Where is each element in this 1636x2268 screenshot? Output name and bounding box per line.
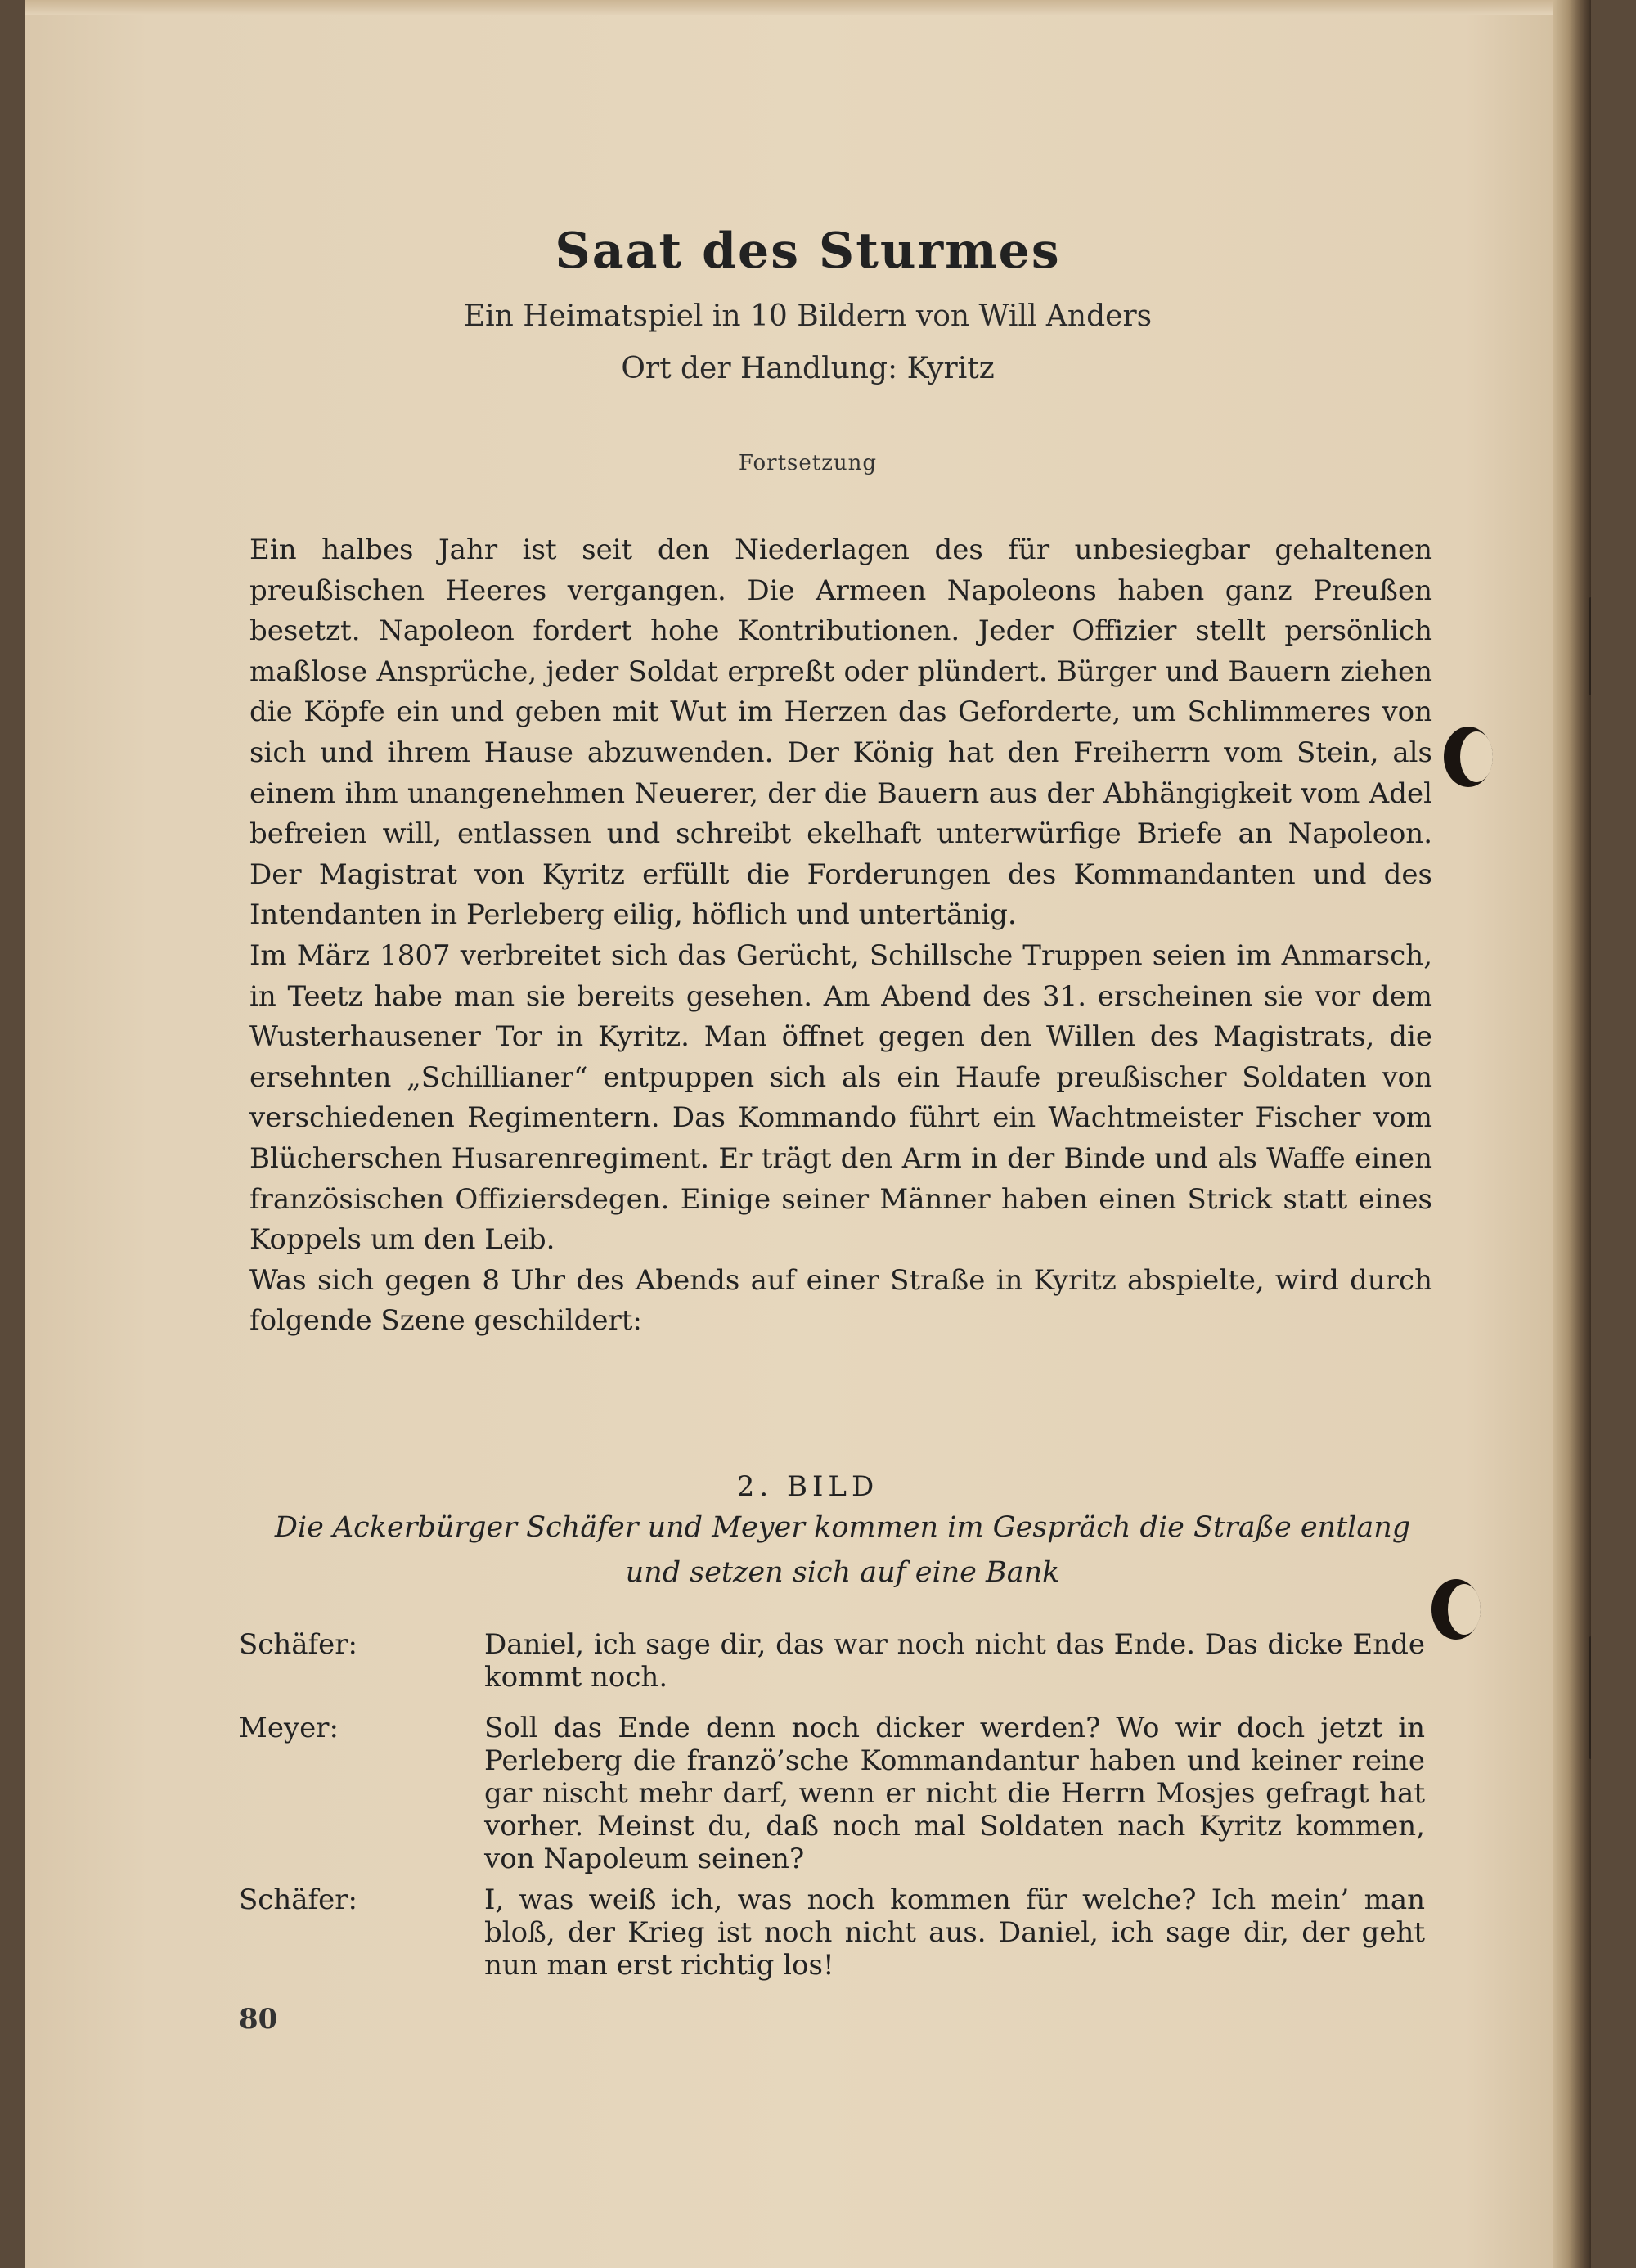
dialogue-line: Soll das Ende denn noch dicker werden? Wo wir doch jetzt in Perleberg die franzö’sche Kommandantur haben und keiner reine gar nischt mehr darf, wenn er nicht die Herrn Mosjes gefragt hat vorher. Meinst du, daß noch mal Soldaten nach Kyritz kommen, von Napoleum seinen? [484,1712,1425,1875]
intro-paragraph: Im März 1807 verbreitet sich das Gerücht, Schillsche Truppen seien im Anmarsch, in Teetz habe man sie bereits gesehen. Am Abend des 31. erscheinen sie vor dem Wusterhausener Tor in Kyritz. Man öffnet gegen den Willen des Magistrats, die ersehnten „Schillianer“ entpuppen sich als ein Haufe preußischer Soldaten von verschiedenen Regimentern. Das Kommando führt ein Wachtmeister Fischer vom Blücherschen Husarenregiment. Er trägt den Arm in der Binde und als Waffe einen französischen Offiziersdegen. Einige seiner Männer haben einen Strick statt eines Koppels um den Leib. [249,938,1432,1257]
page-number: 80 [239,2003,278,2036]
binding-edge [1553,0,1591,2268]
intro-paragraph: Ein halbes Jahr ist seit den Niederlagen des für unbesiegbar gehaltenen preußischen Heeres vergangen. Die Armeen Napoleons haben ganz Preußen besetzt. Napoleon fordert hohe Kontributionen. Jeder Offizier stellt persönlich maßlose Ansprüche, jeder Soldat erpreßt oder plündert. Bürger und Bauern ziehen die Köpfe ein und geben mit Wut im Herzen das Geforderte, um Schlimmeres von sich und ihrem Hause abzuwenden. Der König hat den Freiherrn vom Stein, als einem ihm unangenehmen Neuerer, der die Bauern aus der Abhängigkeit vom Adel befreien will, entlassen und schreibt ekelhaft unterwürfige Briefe an Napoleon. Der Magistrat von Kyritz erfüllt die Forderungen des Kommandanten und des Intendanten in Perleberg eilig, höflich und untertänig. [249,533,1432,932]
scene-heading: 2. BILD [736,1470,879,1503]
setting-line: Ort der Handlung: Kyritz [621,352,995,385]
dialogue-line: Daniel, ich sage dir, das war noch nicht das Ende. Das dicke Ende kommt noch. [484,1628,1425,1694]
intro-paragraph: Was sich gegen 8 Uhr des Abends auf einer Straße in Kyritz abspielte, wird durch folgende Szene geschildert: [249,1263,1432,1338]
book-page [25,0,1591,2268]
speaker-name: Meyer: [239,1712,339,1744]
dialogue-line: I, was weiß ich, was noch kommen für welche? Ich mein’ man bloß, der Krieg ist noch nicht aus. Daniel, ich sage dir, der geht nun man erst richtig los! [484,1883,1425,1982]
punch-hole [1432,1579,1481,1640]
continuation-label: Fortsetzung [738,451,878,475]
punch-hole [1444,727,1493,787]
play-subtitle: Ein Heimatspiel in 10 Bildern von Will Anders [463,299,1153,333]
binding-clip [1589,1636,1591,1759]
intro-text [249,530,1432,1342]
speaker-name: Schäfer: [239,1628,357,1661]
stage-direction: Die Ackerbürger Schäfer und Meyer kommen im Gespräch die Straße entlang und setzen sich auf eine Bank [274,1511,1411,1589]
binding-clip [1589,597,1591,695]
speaker-name: Schäfer: [239,1883,357,1916]
page-top-edge [25,0,1591,15]
play-title: Saat des Sturmes [555,223,1061,280]
